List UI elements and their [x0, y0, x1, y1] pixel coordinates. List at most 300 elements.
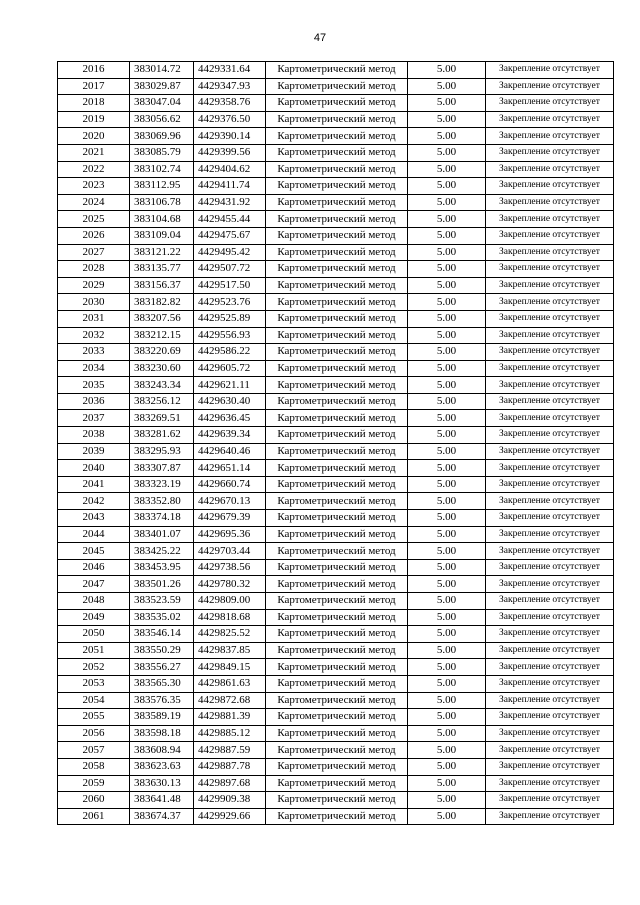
accuracy-cell: 5.00 [408, 476, 486, 493]
method-cell: Картометрический метод [266, 709, 408, 726]
table-row [58, 95, 614, 112]
x-coordinate-cell: 383047.04 [130, 95, 194, 112]
accuracy-cell: 5.00 [408, 725, 486, 742]
fixing-description-cell: Закрепление отсутствует [486, 460, 614, 477]
point-number-cell: 2044 [58, 526, 130, 543]
fixing-description-cell: Закрепление отсутствует [486, 144, 614, 161]
fixing-description-cell: Закрепление отсутствует [486, 78, 614, 95]
method-cell: Картометрический метод [266, 510, 408, 527]
accuracy-cell: 5.00 [408, 593, 486, 610]
x-coordinate-cell: 383243.34 [130, 377, 194, 394]
x-coordinate-cell: 383106.78 [130, 194, 194, 211]
table-row [58, 128, 614, 145]
point-number-cell: 2038 [58, 427, 130, 444]
table-row [58, 410, 614, 427]
y-coordinate-cell: 4429809.00 [194, 593, 266, 610]
x-coordinate-cell: 383323.19 [130, 476, 194, 493]
table-row [58, 792, 614, 809]
fixing-description-cell: Закрепление отсутствует [486, 692, 614, 709]
point-number-cell: 2042 [58, 493, 130, 510]
point-number-cell: 2021 [58, 144, 130, 161]
fixing-description-cell: Закрепление отсутствует [486, 128, 614, 145]
fixing-description-cell: Закрепление отсутствует [486, 294, 614, 311]
x-coordinate-cell: 383453.95 [130, 559, 194, 576]
method-cell: Картометрический метод [266, 111, 408, 128]
method-cell: Картометрический метод [266, 476, 408, 493]
x-coordinate-cell: 383085.79 [130, 144, 194, 161]
table-row [58, 344, 614, 361]
accuracy-cell: 5.00 [408, 609, 486, 626]
method-cell: Картометрический метод [266, 526, 408, 543]
accuracy-cell: 5.00 [408, 443, 486, 460]
fixing-description-cell: Закрепление отсутствует [486, 493, 614, 510]
table-row [58, 178, 614, 195]
x-coordinate-cell: 383674.37 [130, 808, 194, 825]
fixing-description-cell: Закрепление отсутствует [486, 775, 614, 792]
y-coordinate-cell: 4429825.52 [194, 626, 266, 643]
fixing-description-cell: Закрепление отсутствует [486, 161, 614, 178]
table-row [58, 510, 614, 527]
point-number-cell: 2052 [58, 659, 130, 676]
fixing-description-cell: Закрепление отсутствует [486, 543, 614, 560]
point-number-cell: 2051 [58, 642, 130, 659]
point-number-cell: 2039 [58, 443, 130, 460]
accuracy-cell: 5.00 [408, 675, 486, 692]
method-cell: Картометрический метод [266, 161, 408, 178]
table-row [58, 659, 614, 676]
method-cell: Картометрический метод [266, 294, 408, 311]
x-coordinate-cell: 383630.13 [130, 775, 194, 792]
y-coordinate-cell: 4429780.32 [194, 576, 266, 593]
y-coordinate-cell: 4429909.38 [194, 792, 266, 809]
fixing-description-cell: Закрепление отсутствует [486, 609, 614, 626]
method-cell: Картометрический метод [266, 277, 408, 294]
table-row [58, 609, 614, 626]
accuracy-cell: 5.00 [408, 692, 486, 709]
y-coordinate-cell: 4429556.93 [194, 327, 266, 344]
point-number-cell: 2033 [58, 344, 130, 361]
x-coordinate-cell: 383425.22 [130, 543, 194, 560]
method-cell: Картометрический метод [266, 576, 408, 593]
fixing-description-cell: Закрепление отсутствует [486, 758, 614, 775]
accuracy-cell: 5.00 [408, 194, 486, 211]
y-coordinate-cell: 4429358.76 [194, 95, 266, 112]
method-cell: Картометрический метод [266, 410, 408, 427]
accuracy-cell: 5.00 [408, 211, 486, 228]
table-row [58, 227, 614, 244]
point-number-cell: 2047 [58, 576, 130, 593]
y-coordinate-cell: 4429872.68 [194, 692, 266, 709]
y-coordinate-cell: 4429885.12 [194, 725, 266, 742]
fixing-description-cell: Закрепление отсутствует [486, 277, 614, 294]
table-row [58, 327, 614, 344]
y-coordinate-cell: 4429651.14 [194, 460, 266, 477]
point-number-cell: 2057 [58, 742, 130, 759]
fixing-description-cell: Закрепление отсутствует [486, 62, 614, 79]
x-coordinate-cell: 383307.87 [130, 460, 194, 477]
table-row [58, 161, 614, 178]
table-row [58, 543, 614, 560]
x-coordinate-cell: 383501.26 [130, 576, 194, 593]
accuracy-cell: 5.00 [408, 360, 486, 377]
accuracy-cell: 5.00 [408, 344, 486, 361]
method-cell: Картометрический метод [266, 244, 408, 261]
table-row [58, 144, 614, 161]
fixing-description-cell: Закрепление отсутствует [486, 427, 614, 444]
y-coordinate-cell: 4429347.93 [194, 78, 266, 95]
y-coordinate-cell: 4429679.39 [194, 510, 266, 527]
fixing-description-cell: Закрепление отсутствует [486, 327, 614, 344]
accuracy-cell: 5.00 [408, 227, 486, 244]
point-number-cell: 2041 [58, 476, 130, 493]
fixing-description-cell: Закрепление отсутствует [486, 576, 614, 593]
method-cell: Картометрический метод [266, 493, 408, 510]
fixing-description-cell: Закрепление отсутствует [486, 211, 614, 228]
fixing-description-cell: Закрепление отсутствует [486, 526, 614, 543]
fixing-description-cell: Закрепление отсутствует [486, 725, 614, 742]
table-row [58, 808, 614, 825]
y-coordinate-cell: 4429390.14 [194, 128, 266, 145]
point-number-cell: 2031 [58, 310, 130, 327]
y-coordinate-cell: 4429897.68 [194, 775, 266, 792]
y-coordinate-cell: 4429670.13 [194, 493, 266, 510]
method-cell: Картометрический метод [266, 178, 408, 195]
fixing-description-cell: Закрепление отсутствует [486, 709, 614, 726]
table-row [58, 244, 614, 261]
accuracy-cell: 5.00 [408, 294, 486, 311]
point-number-cell: 2025 [58, 211, 130, 228]
point-number-cell: 2028 [58, 261, 130, 278]
x-coordinate-cell: 383256.12 [130, 393, 194, 410]
point-number-cell: 2037 [58, 410, 130, 427]
fixing-description-cell: Закрепление отсутствует [486, 742, 614, 759]
table-row [58, 360, 614, 377]
fixing-description-cell: Закрепление отсутствует [486, 559, 614, 576]
method-cell: Картометрический метод [266, 593, 408, 610]
fixing-description-cell: Закрепление отсутствует [486, 178, 614, 195]
x-coordinate-cell: 383230.60 [130, 360, 194, 377]
point-number-cell: 2050 [58, 626, 130, 643]
fixing-description-cell: Закрепление отсутствует [486, 808, 614, 825]
table-row [58, 626, 614, 643]
point-number-cell: 2022 [58, 161, 130, 178]
table-row [58, 310, 614, 327]
y-coordinate-cell: 4429507.72 [194, 261, 266, 278]
table-row [58, 758, 614, 775]
page-number: 47 [313, 32, 327, 44]
table-row [58, 261, 614, 278]
coordinates-table-body [58, 62, 614, 825]
fixing-description-cell: Закрепление отсутствует [486, 194, 614, 211]
method-cell: Картометрический метод [266, 675, 408, 692]
y-coordinate-cell: 4429331.64 [194, 62, 266, 79]
accuracy-cell: 5.00 [408, 559, 486, 576]
fixing-description-cell: Закрепление отсутствует [486, 510, 614, 527]
accuracy-cell: 5.00 [408, 62, 486, 79]
method-cell: Картометрический метод [266, 443, 408, 460]
method-cell: Картометрический метод [266, 808, 408, 825]
x-coordinate-cell: 383352.80 [130, 493, 194, 510]
y-coordinate-cell: 4429818.68 [194, 609, 266, 626]
y-coordinate-cell: 4429475.67 [194, 227, 266, 244]
point-number-cell: 2023 [58, 178, 130, 195]
y-coordinate-cell: 4429738.56 [194, 559, 266, 576]
point-number-cell: 2059 [58, 775, 130, 792]
x-coordinate-cell: 383623.63 [130, 758, 194, 775]
table-row [58, 559, 614, 576]
accuracy-cell: 5.00 [408, 626, 486, 643]
y-coordinate-cell: 4429861.63 [194, 675, 266, 692]
x-coordinate-cell: 383182.82 [130, 294, 194, 311]
y-coordinate-cell: 4429881.39 [194, 709, 266, 726]
coordinates-table [57, 61, 614, 825]
x-coordinate-cell: 383641.48 [130, 792, 194, 809]
accuracy-cell: 5.00 [408, 659, 486, 676]
point-number-cell: 2030 [58, 294, 130, 311]
accuracy-cell: 5.00 [408, 510, 486, 527]
fixing-description-cell: Закрепление отсутствует [486, 593, 614, 610]
y-coordinate-cell: 4429517.50 [194, 277, 266, 294]
point-number-cell: 2036 [58, 393, 130, 410]
x-coordinate-cell: 383281.62 [130, 427, 194, 444]
accuracy-cell: 5.00 [408, 327, 486, 344]
fixing-description-cell: Закрепление отсутствует [486, 410, 614, 427]
x-coordinate-cell: 383523.59 [130, 593, 194, 610]
x-coordinate-cell: 383014.72 [130, 62, 194, 79]
point-number-cell: 2016 [58, 62, 130, 79]
point-number-cell: 2018 [58, 95, 130, 112]
y-coordinate-cell: 4429431.92 [194, 194, 266, 211]
x-coordinate-cell: 383121.22 [130, 244, 194, 261]
point-number-cell: 2032 [58, 327, 130, 344]
x-coordinate-cell: 383374.18 [130, 510, 194, 527]
y-coordinate-cell: 4429605.72 [194, 360, 266, 377]
method-cell: Картометрический метод [266, 227, 408, 244]
y-coordinate-cell: 4429523.76 [194, 294, 266, 311]
method-cell: Картометрический метод [266, 327, 408, 344]
method-cell: Картометрический метод [266, 360, 408, 377]
y-coordinate-cell: 4429639.34 [194, 427, 266, 444]
point-number-cell: 2054 [58, 692, 130, 709]
method-cell: Картометрический метод [266, 742, 408, 759]
table-row [58, 194, 614, 211]
x-coordinate-cell: 383576.35 [130, 692, 194, 709]
table-row [58, 427, 614, 444]
fixing-description-cell: Закрепление отсутствует [486, 227, 614, 244]
y-coordinate-cell: 4429411.74 [194, 178, 266, 195]
table-row [58, 775, 614, 792]
method-cell: Картометрический метод [266, 559, 408, 576]
method-cell: Картометрический метод [266, 78, 408, 95]
y-coordinate-cell: 4429455.44 [194, 211, 266, 228]
table-row [58, 709, 614, 726]
table-row [58, 576, 614, 593]
accuracy-cell: 5.00 [408, 642, 486, 659]
point-number-cell: 2056 [58, 725, 130, 742]
x-coordinate-cell: 383589.19 [130, 709, 194, 726]
method-cell: Картометрический метод [266, 659, 408, 676]
accuracy-cell: 5.00 [408, 393, 486, 410]
y-coordinate-cell: 4429495.42 [194, 244, 266, 261]
accuracy-cell: 5.00 [408, 244, 486, 261]
x-coordinate-cell: 383056.62 [130, 111, 194, 128]
x-coordinate-cell: 383295.93 [130, 443, 194, 460]
point-number-cell: 2043 [58, 510, 130, 527]
accuracy-cell: 5.00 [408, 543, 486, 560]
accuracy-cell: 5.00 [408, 742, 486, 759]
method-cell: Картометрический метод [266, 194, 408, 211]
table-row [58, 476, 614, 493]
x-coordinate-cell: 383102.74 [130, 161, 194, 178]
table-row [58, 393, 614, 410]
point-number-cell: 2020 [58, 128, 130, 145]
fixing-description-cell: Закрепление отсутствует [486, 95, 614, 112]
method-cell: Картометрический метод [266, 144, 408, 161]
method-cell: Картометрический метод [266, 460, 408, 477]
point-number-cell: 2019 [58, 111, 130, 128]
y-coordinate-cell: 4429621.11 [194, 377, 266, 394]
y-coordinate-cell: 4429636.45 [194, 410, 266, 427]
y-coordinate-cell: 4429929.66 [194, 808, 266, 825]
point-number-cell: 2048 [58, 593, 130, 610]
y-coordinate-cell: 4429404.62 [194, 161, 266, 178]
table-row [58, 277, 614, 294]
fixing-description-cell: Закрепление отсутствует [486, 659, 614, 676]
point-number-cell: 2055 [58, 709, 130, 726]
y-coordinate-cell: 4429849.15 [194, 659, 266, 676]
accuracy-cell: 5.00 [408, 310, 486, 327]
method-cell: Картометрический метод [266, 642, 408, 659]
accuracy-cell: 5.00 [408, 410, 486, 427]
table-row [58, 725, 614, 742]
table-row [58, 493, 614, 510]
point-number-cell: 2046 [58, 559, 130, 576]
y-coordinate-cell: 4429525.89 [194, 310, 266, 327]
y-coordinate-cell: 4429399.56 [194, 144, 266, 161]
x-coordinate-cell: 383535.02 [130, 609, 194, 626]
method-cell: Картометрический метод [266, 261, 408, 278]
fixing-description-cell: Закрепление отсутствует [486, 443, 614, 460]
accuracy-cell: 5.00 [408, 261, 486, 278]
point-number-cell: 2034 [58, 360, 130, 377]
fixing-description-cell: Закрепление отсутствует [486, 626, 614, 643]
x-coordinate-cell: 383598.18 [130, 725, 194, 742]
fixing-description-cell: Закрепление отсутствует [486, 642, 614, 659]
accuracy-cell: 5.00 [408, 576, 486, 593]
y-coordinate-cell: 4429887.78 [194, 758, 266, 775]
fixing-description-cell: Закрепление отсутствует [486, 244, 614, 261]
x-coordinate-cell: 383135.77 [130, 261, 194, 278]
accuracy-cell: 5.00 [408, 775, 486, 792]
y-coordinate-cell: 4429640.46 [194, 443, 266, 460]
x-coordinate-cell: 383109.04 [130, 227, 194, 244]
method-cell: Картометрический метод [266, 95, 408, 112]
method-cell: Картометрический метод [266, 792, 408, 809]
method-cell: Картометрический метод [266, 775, 408, 792]
table-row [58, 211, 614, 228]
point-number-cell: 2060 [58, 792, 130, 809]
table-row [58, 443, 614, 460]
x-coordinate-cell: 383104.68 [130, 211, 194, 228]
y-coordinate-cell: 4429695.36 [194, 526, 266, 543]
x-coordinate-cell: 383220.69 [130, 344, 194, 361]
fixing-description-cell: Закрепление отсутствует [486, 675, 614, 692]
accuracy-cell: 5.00 [408, 95, 486, 112]
fixing-description-cell: Закрепление отсутствует [486, 360, 614, 377]
point-number-cell: 2061 [58, 808, 130, 825]
fixing-description-cell: Закрепление отсутствует [486, 111, 614, 128]
accuracy-cell: 5.00 [408, 377, 486, 394]
method-cell: Картометрический метод [266, 427, 408, 444]
method-cell: Картометрический метод [266, 62, 408, 79]
method-cell: Картометрический метод [266, 128, 408, 145]
table-row [58, 294, 614, 311]
fixing-description-cell: Закрепление отсутствует [486, 476, 614, 493]
x-coordinate-cell: 383269.51 [130, 410, 194, 427]
method-cell: Картометрический метод [266, 543, 408, 560]
point-number-cell: 2026 [58, 227, 130, 244]
table-row [58, 642, 614, 659]
x-coordinate-cell: 383156.37 [130, 277, 194, 294]
table-row [58, 62, 614, 79]
x-coordinate-cell: 383546.14 [130, 626, 194, 643]
fixing-description-cell: Закрепление отсутствует [486, 310, 614, 327]
point-number-cell: 2049 [58, 609, 130, 626]
y-coordinate-cell: 4429660.74 [194, 476, 266, 493]
x-coordinate-cell: 383550.29 [130, 642, 194, 659]
x-coordinate-cell: 383565.30 [130, 675, 194, 692]
accuracy-cell: 5.00 [408, 178, 486, 195]
table-row [58, 78, 614, 95]
method-cell: Картометрический метод [266, 725, 408, 742]
point-number-cell: 2029 [58, 277, 130, 294]
accuracy-cell: 5.00 [408, 808, 486, 825]
accuracy-cell: 5.00 [408, 427, 486, 444]
method-cell: Картометрический метод [266, 393, 408, 410]
accuracy-cell: 5.00 [408, 526, 486, 543]
x-coordinate-cell: 383029.87 [130, 78, 194, 95]
point-number-cell: 2045 [58, 543, 130, 560]
method-cell: Картометрический метод [266, 310, 408, 327]
y-coordinate-cell: 4429630.40 [194, 393, 266, 410]
method-cell: Картометрический метод [266, 344, 408, 361]
method-cell: Картометрический метод [266, 609, 408, 626]
fixing-description-cell: Закрепление отсутствует [486, 261, 614, 278]
fixing-description-cell: Закрепление отсутствует [486, 792, 614, 809]
accuracy-cell: 5.00 [408, 758, 486, 775]
method-cell: Картометрический метод [266, 211, 408, 228]
method-cell: Картометрический метод [266, 377, 408, 394]
y-coordinate-cell: 4429376.50 [194, 111, 266, 128]
fixing-description-cell: Закрепление отсутствует [486, 344, 614, 361]
method-cell: Картометрический метод [266, 692, 408, 709]
x-coordinate-cell: 383401.07 [130, 526, 194, 543]
accuracy-cell: 5.00 [408, 144, 486, 161]
table-row [58, 377, 614, 394]
accuracy-cell: 5.00 [408, 792, 486, 809]
point-number-cell: 2024 [58, 194, 130, 211]
accuracy-cell: 5.00 [408, 128, 486, 145]
y-coordinate-cell: 4429887.59 [194, 742, 266, 759]
accuracy-cell: 5.00 [408, 111, 486, 128]
accuracy-cell: 5.00 [408, 493, 486, 510]
fixing-description-cell: Закрепление отсутствует [486, 393, 614, 410]
table-row [58, 692, 614, 709]
x-coordinate-cell: 383556.27 [130, 659, 194, 676]
y-coordinate-cell: 4429837.85 [194, 642, 266, 659]
method-cell: Картометрический метод [266, 626, 408, 643]
point-number-cell: 2040 [58, 460, 130, 477]
